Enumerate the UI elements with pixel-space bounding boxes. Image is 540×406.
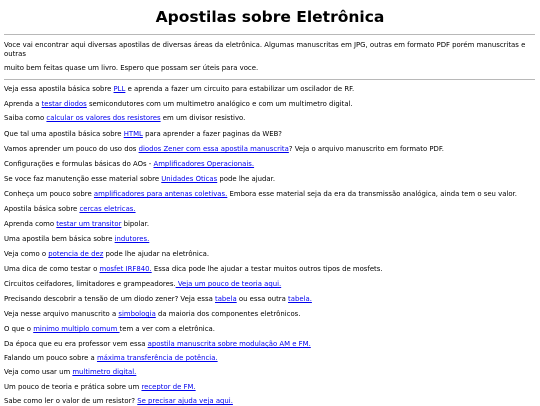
page-title: Apostilas sobre Eletrônica bbox=[155, 8, 385, 26]
list-item bbox=[4, 175, 536, 184]
item-text: O que o bbox=[4, 325, 34, 333]
link-pll[interactable]: PLL bbox=[113, 85, 126, 93]
link-receptor-fm[interactable]: receptor de FM. bbox=[141, 383, 196, 391]
item-text: para aprender a fazer paginas da WEB? bbox=[142, 130, 282, 138]
list-item bbox=[4, 220, 536, 229]
list-item bbox=[4, 325, 536, 334]
item-text: Aprenda a bbox=[4, 100, 42, 108]
item-text: Que tal uma apostila básica sobre bbox=[4, 130, 124, 138]
list-item bbox=[4, 145, 536, 154]
item-text: tem a ver com a eletrônica. bbox=[119, 325, 215, 333]
link-mosfet-irf840[interactable]: mosfet IRF840. bbox=[99, 265, 152, 273]
item-text: Veja essa apostila básica sobre bbox=[4, 85, 114, 93]
link-tabela-zener-2[interactable]: tabela. bbox=[288, 295, 312, 303]
item-text: Sabe como ler o valor de um resistor? bbox=[4, 397, 138, 405]
item-text: Falando um pouco sobre a bbox=[4, 354, 97, 362]
item-text: Conheça um pouco sobre bbox=[4, 190, 94, 198]
list-item bbox=[4, 295, 536, 304]
list-item bbox=[4, 368, 536, 377]
item-text: Aprenda como bbox=[4, 220, 57, 228]
link-indutores[interactable]: indutores. bbox=[114, 235, 150, 243]
link-modulacao-am-fm[interactable]: apostila manuscrita sobre modulação AM e FM. bbox=[147, 340, 311, 348]
item-text: bipolar. bbox=[121, 220, 150, 228]
link-potencia-de-dez[interactable]: potencia de dez bbox=[48, 250, 104, 258]
item-text: Se voce faz manutenção esse material sobre bbox=[4, 175, 162, 183]
link-unidades-oticas[interactable]: Unidades Óticas bbox=[161, 175, 218, 183]
list-item bbox=[4, 100, 536, 109]
divider-intro bbox=[4, 79, 535, 80]
item-text: Veja nesse arquivo manuscrito a bbox=[4, 310, 119, 318]
item-text: Configurações e formulas básicas do AOs - bbox=[4, 160, 154, 168]
item-text: pode lhe ajudar. bbox=[217, 175, 276, 183]
item-text: Apostila básica sobre bbox=[4, 205, 80, 213]
link-html[interactable]: HTML bbox=[123, 130, 143, 138]
list-item bbox=[4, 85, 536, 94]
item-text: Circuitos ceifadores, limitadores e grampeadores. bbox=[4, 280, 176, 288]
list-item bbox=[4, 250, 536, 259]
item-text: ou essa outra bbox=[236, 295, 289, 303]
link-divisor-resistivo[interactable]: calcular os valores dos resistores bbox=[46, 114, 161, 122]
list-item bbox=[4, 310, 536, 319]
link-ceifadores-teoria[interactable]: Veja um pouco de teoria aqui. bbox=[175, 280, 282, 288]
list-item bbox=[4, 265, 536, 274]
link-minimo-multiplo-comum[interactable]: minimo multiplo comum bbox=[33, 325, 120, 333]
item-text: pode lhe ajudar na eletrônica. bbox=[103, 250, 210, 258]
list-item bbox=[4, 130, 536, 139]
divider-top bbox=[4, 34, 535, 35]
intro-text-line1: Voce vai encontrar aqui diversas apostilas de diversas áreas da eletrônica. Algumas manuscritas em JPG, outras em formato PDF porém manuscritas e outras bbox=[4, 41, 526, 58]
link-simbologia[interactable]: simbologia bbox=[118, 310, 156, 318]
item-text: Um pouco de teoria e prática sobre um bbox=[4, 383, 142, 391]
link-testar-diodos[interactable]: testar diodos bbox=[41, 100, 87, 108]
list-item bbox=[4, 340, 536, 349]
link-maxima-transferencia[interactable]: máxima transferência de potência. bbox=[96, 354, 218, 362]
item-text: Essa dica pode lhe ajudar a testar muitos outros tipos de mosfets. bbox=[151, 265, 383, 273]
list-item bbox=[4, 383, 536, 392]
item-text: Uma dica de como testar o bbox=[4, 265, 100, 273]
link-amplificadores-operacionais[interactable]: Amplificadores Operacionais. bbox=[153, 160, 255, 168]
item-text: Embora esse material seja da era da transmissão analógica, ainda tem o seu valor. bbox=[227, 190, 517, 198]
list-item bbox=[4, 114, 536, 123]
link-tabela-zener-1[interactable]: tabela bbox=[215, 295, 237, 303]
item-text: e aprenda a fazer um circuito para estabilizar um oscilador de RF. bbox=[125, 85, 355, 93]
item-text: Veja como usar um bbox=[4, 368, 73, 376]
item-text: Precisando descobrir a tensão de um diodo zener? Veja essa bbox=[4, 295, 215, 303]
list-item bbox=[4, 354, 536, 363]
link-antenas-coletivas[interactable]: amplificadores para antenas coletivas. bbox=[93, 190, 228, 198]
item-text: ? Veja o arquivo manuscrito em formato PDF. bbox=[288, 145, 444, 153]
item-text: da maioria dos componentes eletrônicos. bbox=[155, 310, 301, 318]
intro-text-line2: muito bem feitas quase um livro. Espero que possam ser úteis para voce. bbox=[4, 64, 259, 72]
item-text: em um divisor resistivo. bbox=[160, 114, 246, 122]
link-ler-resistor[interactable]: Se precisar ajuda veja aqui. bbox=[137, 397, 233, 405]
item-text: Da época que eu era professor vem essa bbox=[4, 340, 148, 348]
item-text: Vamos aprender um pouco do uso dos bbox=[4, 145, 139, 153]
item-text: Veja como o bbox=[4, 250, 49, 258]
list-item bbox=[4, 190, 536, 199]
link-cercas-eletricas[interactable]: cercas eletricas. bbox=[79, 205, 136, 213]
link-testar-transitor[interactable]: testar um transitor bbox=[56, 220, 122, 228]
list-item bbox=[4, 280, 536, 289]
item-text: semicondutores com um multimetro analógico e com um multimetro digital. bbox=[86, 100, 353, 108]
list-item bbox=[4, 205, 536, 214]
link-diodos-zener[interactable]: diodos Zener com essa apostila manuscrita bbox=[138, 145, 289, 153]
link-multimetro-digital[interactable]: multimetro digital. bbox=[72, 368, 137, 376]
item-text: Uma apostila bem básica sobre bbox=[4, 235, 115, 243]
list-item bbox=[4, 235, 536, 244]
item-text: Saiba como bbox=[4, 114, 47, 122]
list-item bbox=[4, 160, 536, 169]
